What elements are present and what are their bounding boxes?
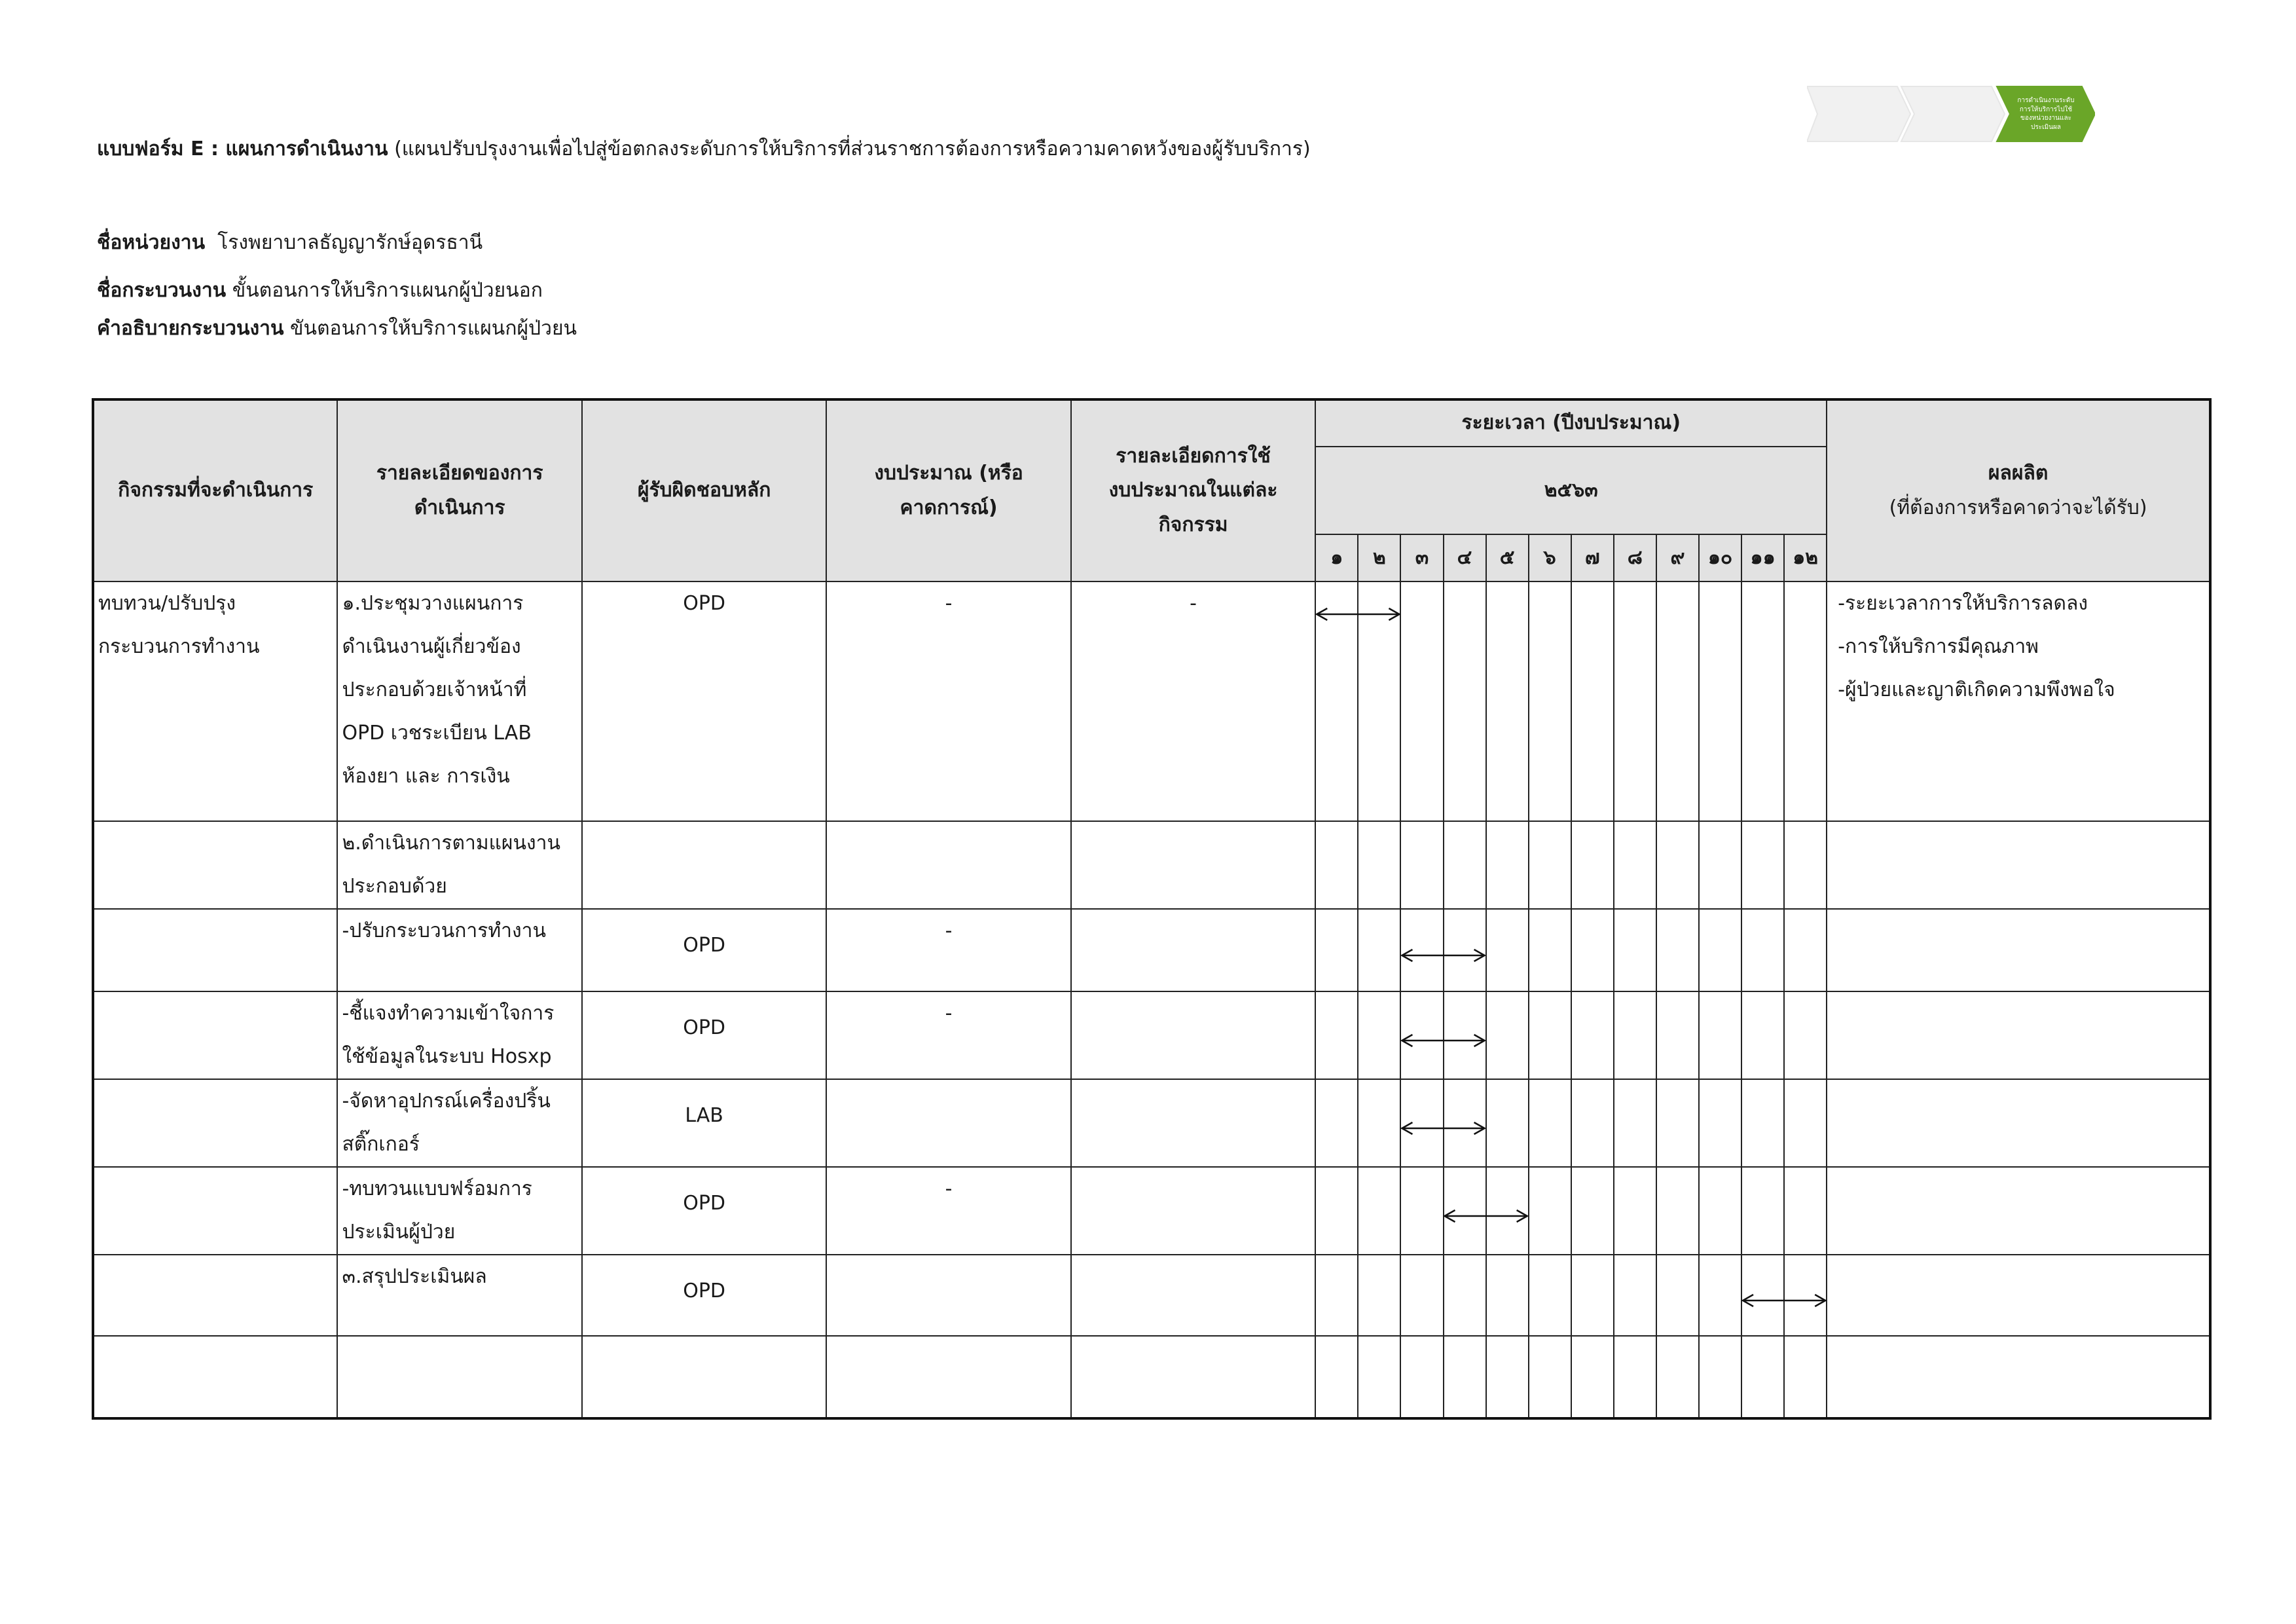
month-cell — [1656, 909, 1699, 991]
budget-cell — [826, 1336, 1070, 1418]
budget-cell — [826, 581, 1070, 821]
output-cell — [1827, 821, 2210, 909]
table-row — [93, 1167, 2210, 1255]
responsible-cell — [582, 909, 826, 991]
output-cell-text: -ระยะเวลาการให้บริการลดลง -การให้บริการมีคุณภาพ -ผู้ป่วยและญาติเกิดความพึงพอใจ — [1838, 592, 2115, 701]
month-cell — [1614, 909, 1656, 991]
month-cell — [1315, 1336, 1358, 1418]
month-cell — [1400, 1167, 1443, 1255]
month-cell — [1358, 821, 1400, 909]
month-cell — [1571, 909, 1614, 991]
detail-cell-text: ๓.สรุปประเมินผล — [342, 1265, 487, 1288]
responsible-cell-text: OPD — [683, 592, 726, 615]
month-cell — [1400, 909, 1443, 991]
detail-cell-text: -ชี้แจงทำความเข้าใจการ ใช้ข้อมูลในระบบ Hosxp — [342, 1002, 555, 1068]
detail-cell — [337, 991, 581, 1079]
responsible-cell — [582, 1336, 826, 1418]
chevron-step-1 — [1807, 86, 1910, 141]
month-cell — [1358, 581, 1400, 821]
detail-cell — [337, 1255, 581, 1336]
col-budget: งบประมาณ (หรือ คาดการณ์) — [826, 399, 1070, 581]
responsible-cell — [582, 1167, 826, 1255]
responsible-cell — [582, 991, 826, 1079]
month-cell — [1741, 909, 1784, 991]
month-cell — [1444, 1255, 1486, 1336]
month-cell — [1358, 1255, 1400, 1336]
table-row — [93, 1336, 2210, 1418]
month-cell — [1444, 1167, 1486, 1255]
month-cell — [1315, 1255, 1358, 1336]
responsible-cell — [582, 581, 826, 821]
month-cell — [1315, 1167, 1358, 1255]
table-row — [93, 1079, 2210, 1167]
month-cell — [1529, 909, 1571, 991]
chevron-step-2 — [1901, 86, 2005, 141]
table-row — [93, 581, 2210, 821]
output-cell — [1827, 1079, 2210, 1167]
detail-cell — [337, 909, 581, 991]
month-header: ๕ — [1486, 534, 1529, 581]
month-cell — [1315, 1079, 1358, 1167]
month-cell — [1400, 991, 1443, 1079]
budget-detail-cell — [1071, 909, 1315, 991]
month-cell — [1784, 909, 1827, 991]
budget-detail-cell — [1071, 821, 1315, 909]
month-cell — [1400, 1336, 1443, 1418]
responsible-cell-text: OPD — [683, 1192, 726, 1215]
month-cell — [1358, 1167, 1400, 1255]
activity-cell — [93, 1336, 337, 1418]
col-detail: รายละเอียดของการ ดำเนินการ — [337, 399, 581, 581]
detail-cell — [337, 1167, 581, 1255]
month-cell — [1571, 991, 1614, 1079]
col-output — [1827, 399, 2210, 581]
month-header: ๑๒ — [1784, 534, 1827, 581]
month-cell — [1571, 581, 1614, 821]
output-cell — [1827, 581, 2210, 821]
responsible-cell-text: OPD — [683, 934, 726, 957]
month-header: ๑๑ — [1741, 534, 1784, 581]
activity-cell — [93, 581, 337, 821]
month-header: ๖ — [1529, 534, 1571, 581]
process-chevrons — [1807, 84, 2095, 144]
output-cell — [1827, 1167, 2210, 1255]
responsible-cell — [582, 1079, 826, 1167]
month-cell — [1614, 1255, 1656, 1336]
detail-cell-text: ๒.ดำเนินการตามแผนงาน ประกอบด้วย — [342, 832, 561, 898]
process-line — [97, 275, 543, 306]
activity-cell — [93, 991, 337, 1079]
budget-detail-cell — [1071, 581, 1315, 821]
month-cell — [1529, 1255, 1571, 1336]
detail-cell-text: ๑.ประชุมวางแผนการ ดำเนินงานผู้เกี่ยวข้อง ประกอบด้วยเจ้าหน้าที่ OPD เวชระเบียน LAB ห้องยา และ การเงิน — [342, 592, 532, 788]
month-header: ๑๐ — [1699, 534, 1741, 581]
month-cell — [1486, 1079, 1529, 1167]
responsible-cell-text: LAB — [685, 1104, 723, 1127]
table-row — [93, 1255, 2210, 1336]
responsible-cell-text: OPD — [683, 1280, 726, 1302]
month-header: ๙ — [1656, 534, 1699, 581]
col-activity: กิจกรรมที่จะดำเนินการ — [93, 399, 337, 581]
detail-cell — [337, 821, 581, 909]
budget-cell — [826, 821, 1070, 909]
month-cell — [1784, 1167, 1827, 1255]
description-line — [97, 313, 577, 344]
month-cell — [1741, 991, 1784, 1079]
month-cell — [1614, 1079, 1656, 1167]
month-cell — [1529, 1167, 1571, 1255]
month-cell — [1614, 581, 1656, 821]
form-title — [97, 134, 1311, 164]
detail-cell-text: -จัดหาอุปกรณ์เครื่องปริ้น สติ๊กเกอร์ — [342, 1090, 551, 1156]
month-cell — [1656, 1336, 1699, 1418]
col-year: ๒๕๖๓ — [1315, 447, 1827, 534]
month-cell — [1699, 581, 1741, 821]
budget-cell — [826, 1079, 1070, 1167]
month-cell — [1571, 1336, 1614, 1418]
month-cell — [1486, 1167, 1529, 1255]
chevron-step-3-text: การดำเนินงานระดับ การให้บริการไปใช้ ของหน่วยงานและ ประเมินผล — [2017, 97, 2075, 131]
month-cell — [1571, 1255, 1614, 1336]
month-cell — [1699, 991, 1741, 1079]
month-cell — [1529, 581, 1571, 821]
month-cell — [1656, 991, 1699, 1079]
month-cell — [1486, 991, 1529, 1079]
budget-detail-cell — [1071, 1167, 1315, 1255]
output-cell — [1827, 1336, 2210, 1418]
budget-cell — [826, 909, 1070, 991]
month-cell — [1400, 1079, 1443, 1167]
month-cell — [1699, 1079, 1741, 1167]
month-cell — [1614, 1336, 1656, 1418]
detail-cell — [337, 581, 581, 821]
unit-label: ชื่อหน่วยงาน — [97, 231, 206, 254]
responsible-cell-text: OPD — [683, 1016, 726, 1039]
detail-cell — [337, 1079, 581, 1167]
month-cell — [1741, 1167, 1784, 1255]
month-header: ๓ — [1400, 534, 1443, 581]
activity-cell-text: ทบทวน/ปรับปรุง กระบวนการทำงาน — [98, 592, 260, 658]
month-cell — [1400, 821, 1443, 909]
month-cell — [1358, 991, 1400, 1079]
form-label: แบบฟอร์ม E : แผนการดำเนินงาน — [97, 138, 388, 160]
activity-cell — [93, 1079, 337, 1167]
output-cell — [1827, 909, 2210, 991]
month-cell — [1699, 909, 1741, 991]
month-cell — [1699, 821, 1741, 909]
month-cell — [1315, 991, 1358, 1079]
month-cell — [1784, 1079, 1827, 1167]
month-cell — [1571, 1079, 1614, 1167]
month-cell — [1614, 821, 1656, 909]
month-cell — [1784, 1255, 1827, 1336]
month-cell — [1656, 821, 1699, 909]
month-cell — [1486, 909, 1529, 991]
budget-cell-text: - — [945, 1002, 953, 1025]
month-cell — [1699, 1167, 1741, 1255]
budget-cell-text: - — [945, 1177, 953, 1200]
month-cell — [1784, 1336, 1827, 1418]
month-cell — [1741, 1079, 1784, 1167]
table-row — [93, 821, 2210, 909]
month-cell — [1784, 991, 1827, 1079]
activity-cell — [93, 909, 337, 991]
month-header: ๗ — [1571, 534, 1614, 581]
col-budget-detail: รายละเอียดการใช้ งบประมาณในแต่ละ กิจกรรม — [1071, 399, 1315, 581]
month-cell — [1486, 821, 1529, 909]
budget-cell — [826, 991, 1070, 1079]
month-cell — [1444, 581, 1486, 821]
month-cell — [1358, 1336, 1400, 1418]
month-header: ๒ — [1358, 534, 1400, 581]
month-header: ๔ — [1444, 534, 1486, 581]
month-cell — [1486, 1336, 1529, 1418]
month-cell — [1315, 821, 1358, 909]
description-value: ขันตอนการให้บริการแผนกผู้ป่วยน — [290, 317, 577, 340]
budget-detail-cell — [1071, 1079, 1315, 1167]
form-description: (แผนปรับปรุงงานเพื่อไปสู่ข้อตกลงระดับการให้บริการที่ส่วนราชการต้องการหรือความคาดหวังของผู้รับบริการ) — [394, 138, 1311, 160]
month-cell — [1529, 1079, 1571, 1167]
output-subtitle: (ที่ต้องการหรือคาดว่าจะได้รับ) — [1889, 496, 2147, 519]
month-cell — [1444, 1079, 1486, 1167]
month-cell — [1358, 1079, 1400, 1167]
budget-cell — [826, 1255, 1070, 1336]
responsible-cell — [582, 821, 826, 909]
month-cell — [1571, 1167, 1614, 1255]
month-cell — [1444, 991, 1486, 1079]
month-cell — [1784, 821, 1827, 909]
budget-cell-text: - — [945, 592, 953, 615]
unit-value: โรงพยาบาลธัญญารักษ์อุดรธานี — [217, 231, 483, 254]
table-row — [93, 909, 2210, 991]
action-plan-table — [92, 398, 2212, 1420]
month-cell — [1784, 581, 1827, 821]
month-cell — [1614, 991, 1656, 1079]
month-cell — [1315, 909, 1358, 991]
month-cell — [1315, 581, 1358, 821]
col-responsible: ผู้รับผิดชอบหลัก — [582, 399, 826, 581]
month-cell — [1656, 581, 1699, 821]
month-cell — [1741, 1336, 1784, 1418]
month-header: ๘ — [1614, 534, 1656, 581]
month-header: ๑ — [1315, 534, 1358, 581]
month-cell — [1444, 1336, 1486, 1418]
month-cell — [1358, 909, 1400, 991]
activity-cell — [93, 821, 337, 909]
month-cell — [1656, 1255, 1699, 1336]
unit-line — [97, 227, 483, 258]
month-cell — [1741, 821, 1784, 909]
activity-cell — [93, 1255, 337, 1336]
process-value: ขั้นตอนการให้บริการแผนกผู้ป่วยนอก — [232, 279, 543, 302]
month-cell — [1699, 1255, 1741, 1336]
process-label: ชื่อกระบวนงาน — [97, 279, 227, 302]
month-cell — [1571, 821, 1614, 909]
budget-detail-cell — [1071, 1336, 1315, 1418]
month-cell — [1614, 1167, 1656, 1255]
month-cell — [1529, 991, 1571, 1079]
output-title: ผลผลิต — [1988, 462, 2049, 485]
budget-detail-cell-text: - — [1190, 592, 1197, 615]
month-cell — [1741, 1255, 1784, 1336]
output-cell — [1827, 1255, 2210, 1336]
month-cell — [1486, 581, 1529, 821]
table-row — [93, 991, 2210, 1079]
month-cell — [1400, 581, 1443, 821]
activity-cell — [93, 1167, 337, 1255]
month-cell — [1444, 909, 1486, 991]
month-cell — [1656, 1079, 1699, 1167]
month-cell — [1529, 821, 1571, 909]
col-period: ระยะเวลา (ปีงบประมาณ) — [1315, 399, 1827, 447]
month-cell — [1741, 581, 1784, 821]
detail-cell-text: -ปรับกระบวนการทำงาน — [342, 919, 547, 942]
month-cell — [1400, 1255, 1443, 1336]
description-label: คำอธิบายกระบวนงาน — [97, 317, 284, 340]
month-cell — [1486, 1255, 1529, 1336]
budget-detail-cell — [1071, 1255, 1315, 1336]
responsible-cell — [582, 1255, 826, 1336]
budget-detail-cell — [1071, 991, 1315, 1079]
output-cell — [1827, 991, 2210, 1079]
budget-cell — [826, 1167, 1070, 1255]
month-cell — [1656, 1167, 1699, 1255]
detail-cell-text: -ทบทวนแบบฟร์อมการ ประเมินผู้ป่วย — [342, 1177, 532, 1244]
month-cell — [1699, 1336, 1741, 1418]
detail-cell — [337, 1336, 581, 1418]
budget-cell-text: - — [945, 919, 953, 942]
month-cell — [1529, 1336, 1571, 1418]
month-cell — [1444, 821, 1486, 909]
